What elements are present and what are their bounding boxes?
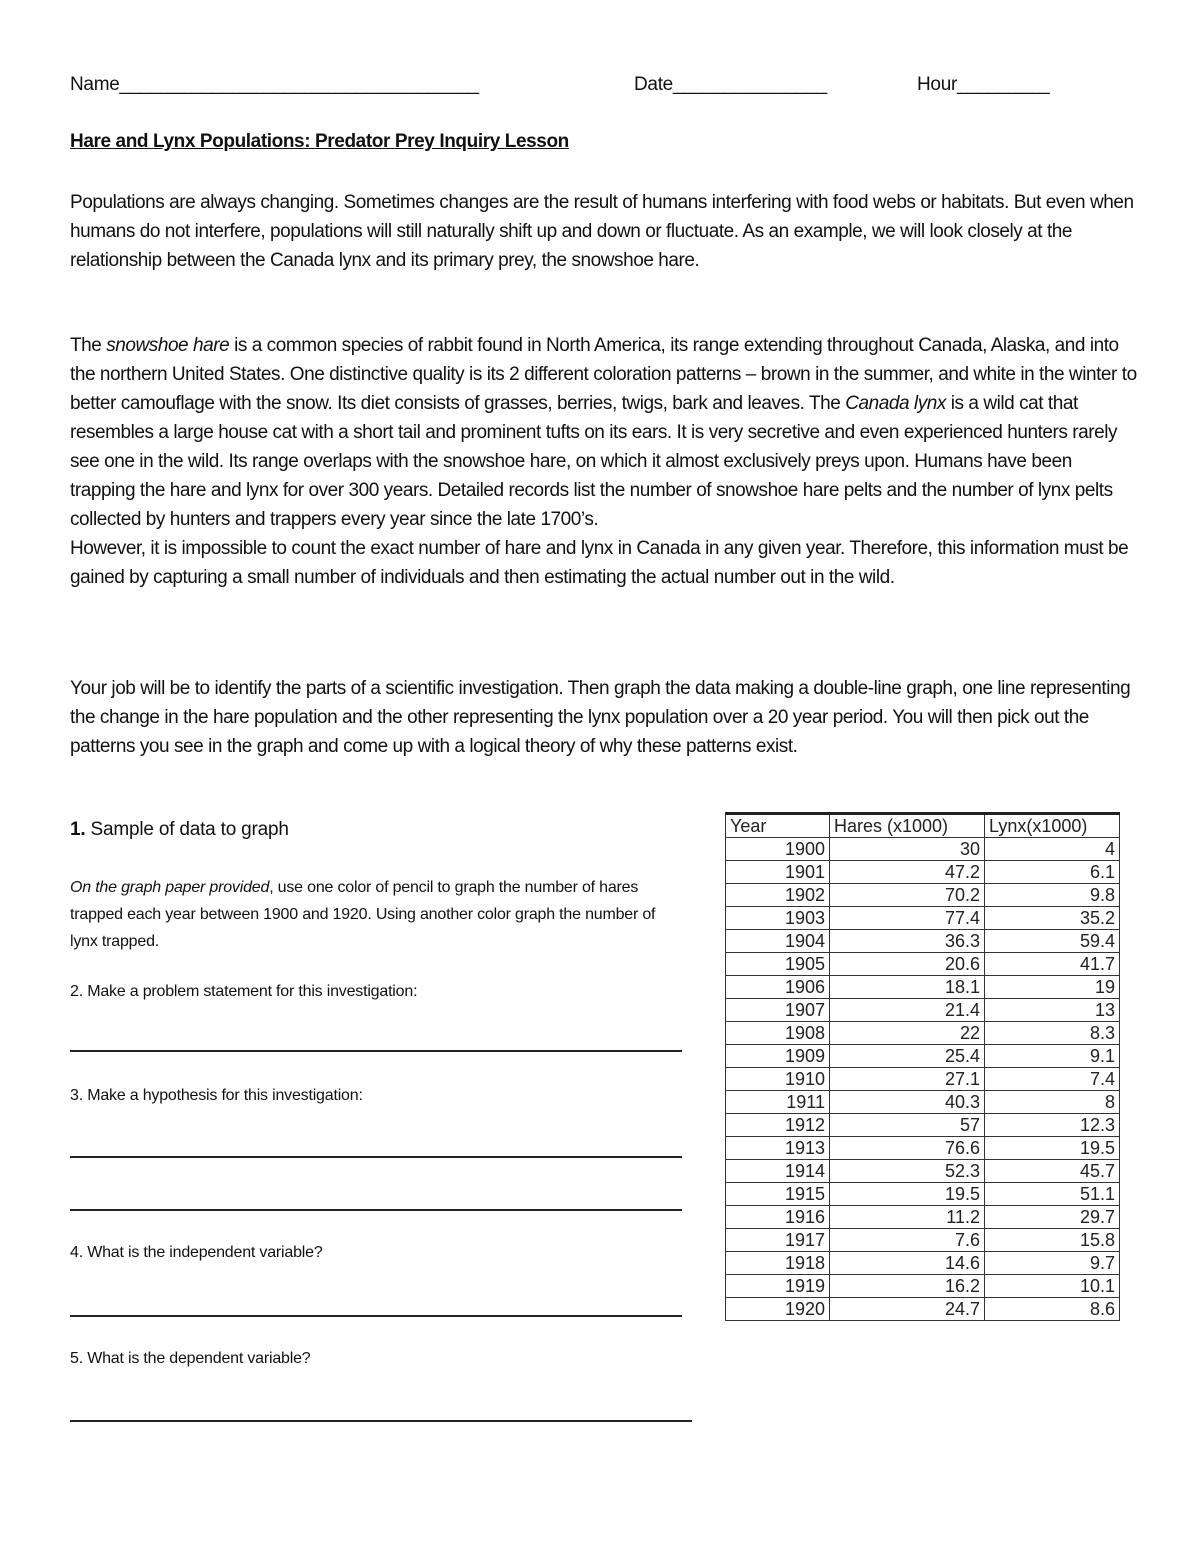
- year-cell: 1917: [726, 1229, 830, 1252]
- table-row: [726, 930, 1120, 953]
- lynx-cell: 8.3: [985, 1022, 1120, 1045]
- lynx-cell: 8.6: [985, 1298, 1120, 1321]
- column-header-year: Year: [726, 814, 830, 838]
- lynx-cell: 12.3: [985, 1114, 1120, 1137]
- year-cell: 1914: [726, 1160, 830, 1183]
- lynx-cell: 4: [985, 838, 1120, 861]
- column-header-lynx: Lynx(x1000): [985, 814, 1120, 838]
- year-cell: 1919: [726, 1275, 830, 1298]
- table-row: [726, 1229, 1120, 1252]
- instruction-emphasis: On the graph paper provided: [70, 879, 270, 896]
- question-1-text: Sample of data to graph: [90, 819, 289, 840]
- lynx-cell: 19: [985, 976, 1120, 999]
- year-cell: 1910: [726, 1068, 830, 1091]
- table-row: [726, 838, 1120, 861]
- name-label: Name: [70, 74, 120, 95]
- year-cell: 1900: [726, 838, 830, 861]
- hares-cell: 25.4: [830, 1045, 985, 1068]
- year-cell: 1905: [726, 953, 830, 976]
- answer-line-3a[interactable]: [70, 1156, 682, 1158]
- table-row: [726, 1298, 1120, 1321]
- table-row: [726, 907, 1120, 930]
- date-blank[interactable]: _______________: [672, 74, 827, 95]
- question-1-heading: [70, 819, 289, 841]
- hares-cell: 22: [830, 1022, 985, 1045]
- year-cell: 1908: [726, 1022, 830, 1045]
- hour-label: Hour: [917, 74, 957, 95]
- hares-cell: 52.3: [830, 1160, 985, 1183]
- table-row: [726, 1068, 1120, 1091]
- lynx-cell: 15.8: [985, 1229, 1120, 1252]
- answer-line-3b[interactable]: [70, 1209, 682, 1211]
- hares-cell: 47.2: [830, 861, 985, 884]
- hares-cell: 16.2: [830, 1275, 985, 1298]
- text-span: The: [70, 335, 107, 356]
- lynx-cell: 13: [985, 999, 1120, 1022]
- lynx-cell: 59.4: [985, 930, 1120, 953]
- text-span: However, it is impossible to count the exact number of hare and lynx in Canada in any given year. Therefore, this information must be gained by capturing a small number of individuals and then estimating the actual number out in the wild.: [70, 538, 1129, 588]
- table-row: [726, 1206, 1120, 1229]
- lynx-cell: 29.7: [985, 1206, 1120, 1229]
- hares-cell: 18.1: [830, 976, 985, 999]
- answer-line-5[interactable]: [70, 1420, 692, 1422]
- hares-cell: 70.2: [830, 884, 985, 907]
- table-row: [726, 884, 1120, 907]
- year-cell: 1913: [726, 1137, 830, 1160]
- year-cell: 1920: [726, 1298, 830, 1321]
- text-span: is a common species of rabbit found in North America, its range extending throughout Canada, Alaska, and into the northern United States. One distinctive quality is its 2 different coloration patterns – brown in the summer, and white in the winter to better camouflage with the snow. Its diet consists of grasses, berries, twigs, bark and leaves. The: [70, 335, 1137, 414]
- name-field[interactable]: [70, 74, 479, 96]
- lynx-cell: 9.1: [985, 1045, 1120, 1068]
- species-paragraph: [70, 331, 1140, 592]
- lynx-cell: 7.4: [985, 1068, 1120, 1091]
- intro-paragraph: Populations are always changing. Sometimes changes are the result of humans interfering with food webs or habitats. But even when humans do not interfere, populations will still naturally shift up and down or fluctuate. As an example, we will look closely at the relationship between the Canada lynx and its primary prey, the snowshoe hare.: [70, 192, 1134, 271]
- table-row: [726, 1252, 1120, 1275]
- lynx-cell: 35.2: [985, 907, 1120, 930]
- table-row: [726, 1275, 1120, 1298]
- hares-cell: 40.3: [830, 1091, 985, 1114]
- hour-field[interactable]: [917, 74, 1049, 96]
- table-row: [726, 1045, 1120, 1068]
- task-paragraph: Your job will be to identify the parts of a scientific investigation. Then graph the data making a double-line graph, one line representing the change in the hare population and the other representing the lynx population over a 20 year period. You will then pick out the patterns you see in the graph and come up with a logical theory of why these patterns exist.: [70, 678, 1131, 757]
- population-data-table: [725, 812, 1120, 1321]
- hares-cell: 19.5: [830, 1183, 985, 1206]
- lynx-cell: 8: [985, 1091, 1120, 1114]
- question-5: 5. What is the dependent variable?: [70, 1350, 311, 1367]
- hares-cell: 36.3: [830, 930, 985, 953]
- table-row: [726, 1091, 1120, 1114]
- table-body: [726, 838, 1120, 1321]
- hares-cell: 57: [830, 1114, 985, 1137]
- hares-cell: 24.7: [830, 1298, 985, 1321]
- year-cell: 1901: [726, 861, 830, 884]
- year-cell: 1902: [726, 884, 830, 907]
- hares-cell: 30: [830, 838, 985, 861]
- table-row: [726, 976, 1120, 999]
- year-cell: 1915: [726, 1183, 830, 1206]
- table-row: [726, 999, 1120, 1022]
- year-cell: 1904: [726, 930, 830, 953]
- question-2: 2. Make a problem statement for this investigation:: [70, 983, 418, 1000]
- year-cell: 1906: [726, 976, 830, 999]
- hares-cell: 27.1: [830, 1068, 985, 1091]
- lynx-cell: 9.8: [985, 884, 1120, 907]
- question-1-instructions: [70, 874, 670, 955]
- question-1-number: 1.: [70, 819, 86, 840]
- answer-line-4[interactable]: [70, 1315, 682, 1317]
- lynx-cell: 19.5: [985, 1137, 1120, 1160]
- hares-cell: 20.6: [830, 953, 985, 976]
- name-blank[interactable]: ___________________________________: [119, 74, 479, 95]
- table-row: [726, 1022, 1120, 1045]
- date-label: Date: [634, 74, 673, 95]
- instruction-text: , use one color of pencil to graph the number of hares trapped each year between 1900 and 1920. Using another color graph the number of lynx trapped.: [70, 879, 656, 950]
- page-title: Hare and Lynx Populations: Predator Prey Inquiry Lesson: [70, 131, 569, 152]
- hour-blank[interactable]: _________: [956, 74, 1050, 95]
- question-3: 3. Make a hypothesis for this investigation:: [70, 1087, 363, 1104]
- lynx-cell: 41.7: [985, 953, 1120, 976]
- table-row: [726, 861, 1120, 884]
- table-row: [726, 1137, 1120, 1160]
- lynx-cell: 51.1: [985, 1183, 1120, 1206]
- column-header-hares: Hares (x1000): [830, 814, 985, 838]
- year-cell: 1907: [726, 999, 830, 1022]
- lynx-cell: 45.7: [985, 1160, 1120, 1183]
- year-cell: 1916: [726, 1206, 830, 1229]
- hares-cell: 21.4: [830, 999, 985, 1022]
- table-row: [726, 953, 1120, 976]
- hares-cell: 7.6: [830, 1229, 985, 1252]
- year-cell: 1912: [726, 1114, 830, 1137]
- answer-line-2[interactable]: [70, 1050, 682, 1052]
- table-row: [726, 1114, 1120, 1137]
- year-cell: 1903: [726, 907, 830, 930]
- hares-cell: 14.6: [830, 1252, 985, 1275]
- text-span: is a wild cat that resembles a large house cat with a short tail and prominent tufts on its ears. It is very secretive and even experienced hunters rarely see one in the wild. Its range overlaps with the snowshoe hare, on which it almost exclusively preys upon. Humans have been trapping the hare and lynx for over 300 years. Detailed records list the number of snowshoe hare pelts and the number of lynx pelts collected by hunters and trappers every year since the late 1700’s.: [70, 393, 1118, 530]
- hares-cell: 77.4: [830, 907, 985, 930]
- lynx-cell: 10.1: [985, 1275, 1120, 1298]
- hares-cell: 76.6: [830, 1137, 985, 1160]
- table-row: [726, 1183, 1120, 1206]
- hares-cell: 11.2: [830, 1206, 985, 1229]
- table-row: [726, 1160, 1120, 1183]
- year-cell: 1909: [726, 1045, 830, 1068]
- date-field[interactable]: [634, 74, 827, 96]
- canada-lynx-term: Canada lynx: [845, 393, 946, 414]
- question-4: 4. What is the independent variable?: [70, 1244, 323, 1261]
- year-cell: 1911: [726, 1091, 830, 1114]
- snowshoe-hare-term: snowshoe hare: [106, 335, 230, 356]
- table-header-row: [726, 814, 1120, 838]
- lynx-cell: 6.1: [985, 861, 1120, 884]
- year-cell: 1918: [726, 1252, 830, 1275]
- lynx-cell: 9.7: [985, 1252, 1120, 1275]
